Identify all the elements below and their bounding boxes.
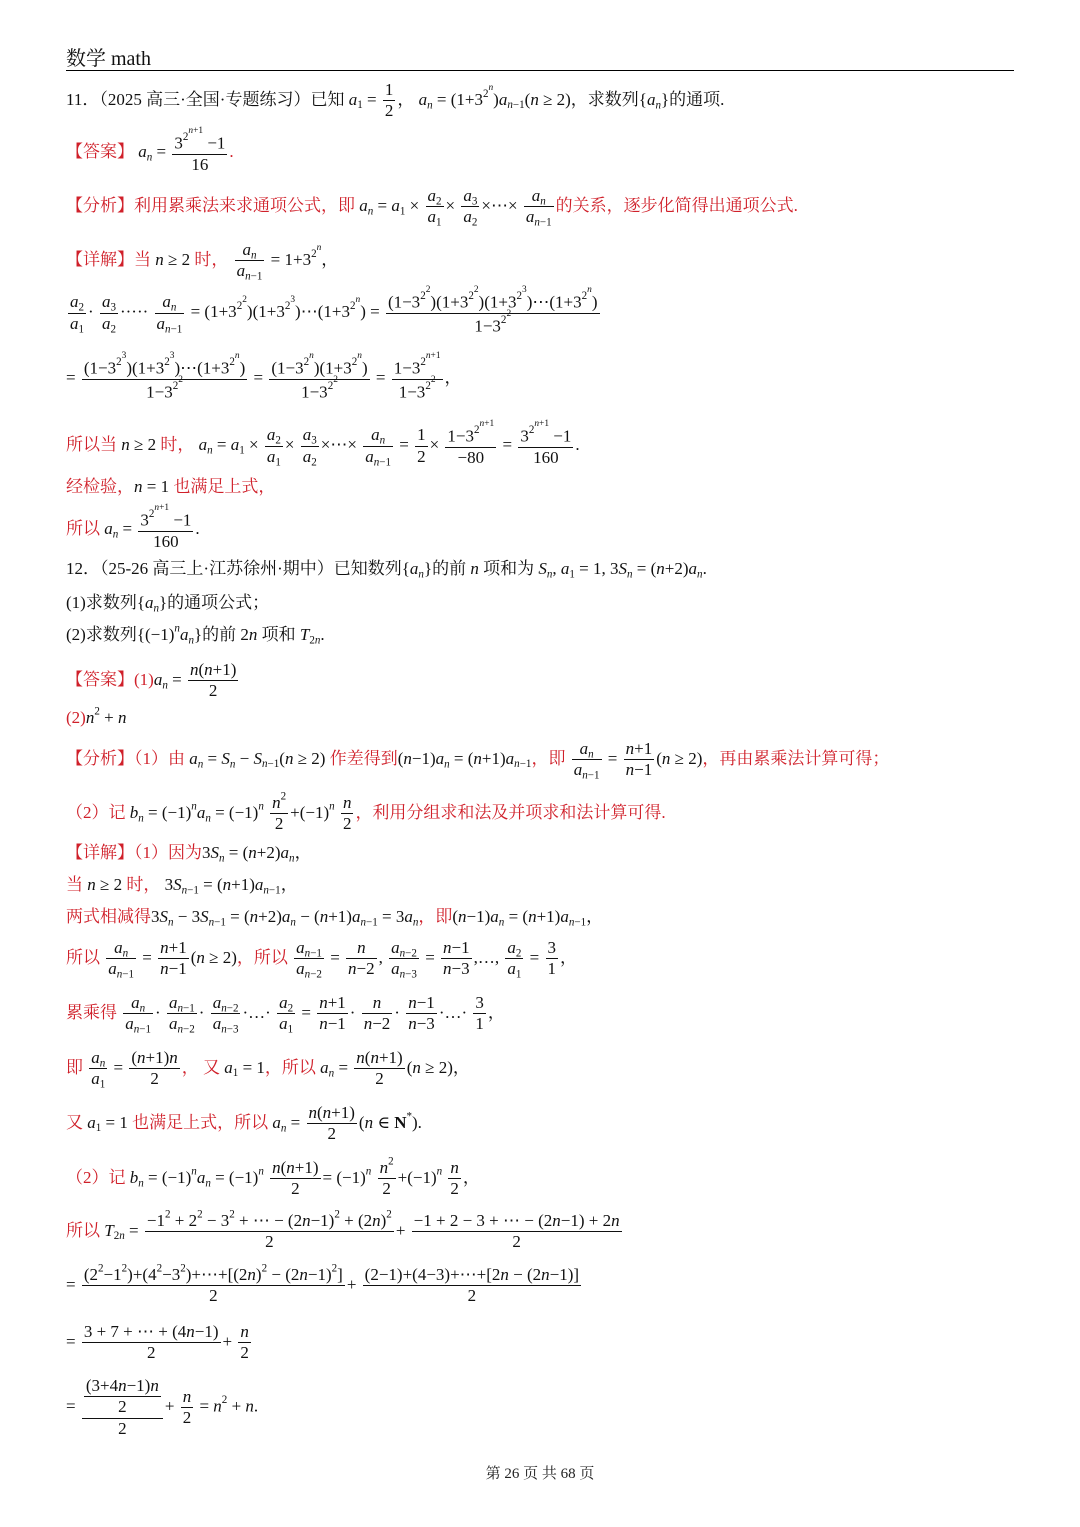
- q12-part1: (1)求数列$\{a_n\}$的通项公式；: [66, 593, 270, 615]
- q12-detail-1: 【详解】（1）因为$3S_n = (n+2)a_n$，: [66, 843, 312, 865]
- q12-detail-10: = $\frac{(2^2-1^2)+(4^2-3^2)+\cdots+[(2n)^2 - (2n-1)^2]}{2}$ + $\frac{(2-1)+(4-3)+\cdots+[2n - (2n-1)]}{2}$: [66, 1262, 580, 1306]
- analysis-label: 【分析】: [66, 748, 134, 768]
- q12-answer-2: $(2)n^2 + n$: [66, 705, 127, 727]
- q11-detail-2: $\frac{a_2}{a_1}$ · $\frac{a_3}{a_2}$ ····· $\frac{a_n}{a_{n-1}}$ = $(1+3^{2^2})(1+3^{2^3})\cdots(1+3^{2^n})$ = $\frac{(1-3^{2^2})(1+3^{2^2})(1+3^{2^3})\cdots(1+3^{2^n})}{1-3^{2^2}}$: [70, 285, 598, 336]
- q12-detail-5: 累乘得 $\frac{a_n}{a_{n-1}}$ · $\frac{a_{n-1}}{a_{n-2}}$ · $\frac{a_{n-2}}{a_{n-3}}$ ·…· $\frac{a_2}{a_1}$ = $\frac{n+1}{n-1}$ · $\frac{n}{n-2}$ · $\frac{n-1}{n-3}$ ·…· $\frac{3}{1}$ ，: [66, 993, 505, 1036]
- q12-detail-9: 所以 $T_{2n}$ = $\frac{-1^2 + 2^2 - 3^2 + \cdots - (2n-1)^2 + (2n)^2}{2}$ + $\frac{-1 + 2 - 3 + \cdots - (2n-1) + 2n}{2}$: [66, 1208, 620, 1252]
- q11-detail-6: 所以 $a_n$ = $\frac{3^{2^{n+1}} -1}{160}$ .: [66, 503, 200, 551]
- page-header: [66, 40, 1014, 71]
- q12-analysis-2: （2）记 $b_n = (-1)^na_n = (-1)^n$ $\frac{n^2}{2}$ $+(-1)^n$ $\frac{n}{2}$ ，利用分组求和法及并项求和法计算可得.: [66, 790, 666, 834]
- page-footer: 第 26 页 共 68 页: [485, 1466, 595, 1482]
- q12-detail-6: 即 $\frac{a_n}{a_1}$ = $\frac{(n+1)n}{2}$ ， 又 $a_1 = 1$，所以 $a_n$ = $\frac{n(n+1)}{2}$ (n ≥ 2)，: [66, 1048, 470, 1091]
- answer-label: 【答案】: [66, 141, 134, 161]
- q12-detail-4: 所以 $\frac{a_n}{a_{n-1}}$ = $\frac{n+1}{n-1}$ (n ≥ 2)，所以 $\frac{a_{n-1}}{a_{n-2}}$ = $\frac{n}{n-2}$ , $\frac{a_{n-2}}{a_{n-3}}$ = $\frac{n-1}{n-3}$ ,…, $\frac{a_2}{a_1}$ = $\frac{3}{1}$ ，: [66, 938, 577, 981]
- q12-detail-12: = $\frac{\frac{(3+4n-1)n}{2}}{2}$ + $\frac{n}{2}$ = $n^2 + n$.: [66, 1376, 259, 1438]
- q11-stem: 11．（2025 高三·全国·专题练习）已知 $a_1$ = $\frac{1}{2}$ ， $a_n = (1+3^{2^n})a_{n-1}(n \ge 2)$，求数列$\{a_n\}$的通项.: [66, 80, 725, 121]
- q12-detail-3: 两式相减得$3S_n - 3S_{n-1} = (n+2)a_n - (n+1)a_{n-1} = 3a_n$，即$(n-1)a_n = (n+1)a_{n-1}$，: [66, 907, 604, 929]
- detail-label: 【详解】: [66, 843, 134, 862]
- q11-detail-5: 经检验，n = 1 也满足上式，: [66, 477, 276, 496]
- answer-label: 【答案】: [66, 669, 134, 689]
- q11-detail-3: = $\frac{(1-3^{2^3})(1+3^{2^3})\cdots(1+3^{2^n})}{1-3^{2^2}}$ = $\frac{(1-3^{2^n})(1+3^{2^n})}{1-3^{2^2}}$ = $\frac{1-3^{2^{n+1}}}{1-3^{2^2}}$ ，: [66, 351, 462, 402]
- q11-detail-4: 所以当 n ≥ 2 时， $a_n = a_1$ × $\frac{a_2}{a_1}$ × $\frac{a_3}{a_2}$ ×⋯× $\frac{a_n}{a_{n-1}}$ = $\frac{1}{2}$ × $\frac{1-3^{2^{n+1}}}{-80}$ = $\frac{3^{2^{n+1}} -1}{160}$ .: [66, 419, 580, 468]
- detail-label: 【详解】: [66, 249, 134, 269]
- q12-stem: 12．（25-26 高三上·江苏徐州·期中）已知数列$\{a_n\}$的前 n 项和为 $S_n$, $a_1 = 1$, $3S_n = (n+2)a_n$.: [66, 559, 707, 581]
- analysis-label: 【分析】: [66, 195, 134, 215]
- q12-detail-7: 又 $a_1 = 1$ 也满足上式，所以 $a_n$ = $\frac{n(n+1)}{2}$ (n ∈ N*).: [66, 1103, 422, 1144]
- q12-answer-1: 【答案】$(1)a_n$ = $\frac{n(n+1)}{2}$: [66, 660, 237, 701]
- q12-detail-2: 当 n ≥ 2 时， $3S_{n-1} = (n+1)a_{n-1}$，: [66, 875, 298, 897]
- q12-part2: (2)求数列$\{(-1)^na_n\}$的前 2n 项和 $T_{2n}$.: [66, 622, 325, 647]
- q12-analysis-1: 【分析】（1）由 $a_n = S_n - S_{n-1}(n \ge 2)$ 作差得到$(n-1)a_n = (n+1)a_{n-1}$，即 $\frac{a_n}{a_{n-1}}$ = $\frac{n+1}{n-1}$ (n ≥ 2)，再由累乘法计算可得；: [66, 739, 890, 782]
- q11-detail-1: 【详解】当 n ≥ 2 时， $\frac{a_n}{a_{n-1}}$ = $1+3^{2^n}$，: [66, 240, 339, 283]
- q11-answer: 【答案】 $a_n$ = $\frac{3^{2^{n+1}} -1}{16}$ .: [66, 126, 234, 174]
- q11-analysis: 【分析】利用累乘法来求通项公式，即 $a_n = a_1$ × $\frac{a_2}{a_1}$ × $\frac{a_3}{a_2}$ ×⋯× $\frac{a_n}{a_{n-1}}$ 的关系，逐步化简得出通项公式.: [66, 186, 798, 229]
- header-title: 数学 math: [66, 48, 151, 70]
- q12-detail-11: = $\frac{3 + 7 + \cdots + (4n-1)}{2}$ + $\frac{n}{2}$: [66, 1322, 249, 1363]
- q12-detail-8: （2）记 $b_n = (-1)^na_n = (-1)^n$ $\frac{n(n+1)}{2}$ = $(-1)^n$ $\frac{n^2}{2}$ $+(-1)^n$ $\frac{n}{2}$ ，: [66, 1155, 480, 1199]
